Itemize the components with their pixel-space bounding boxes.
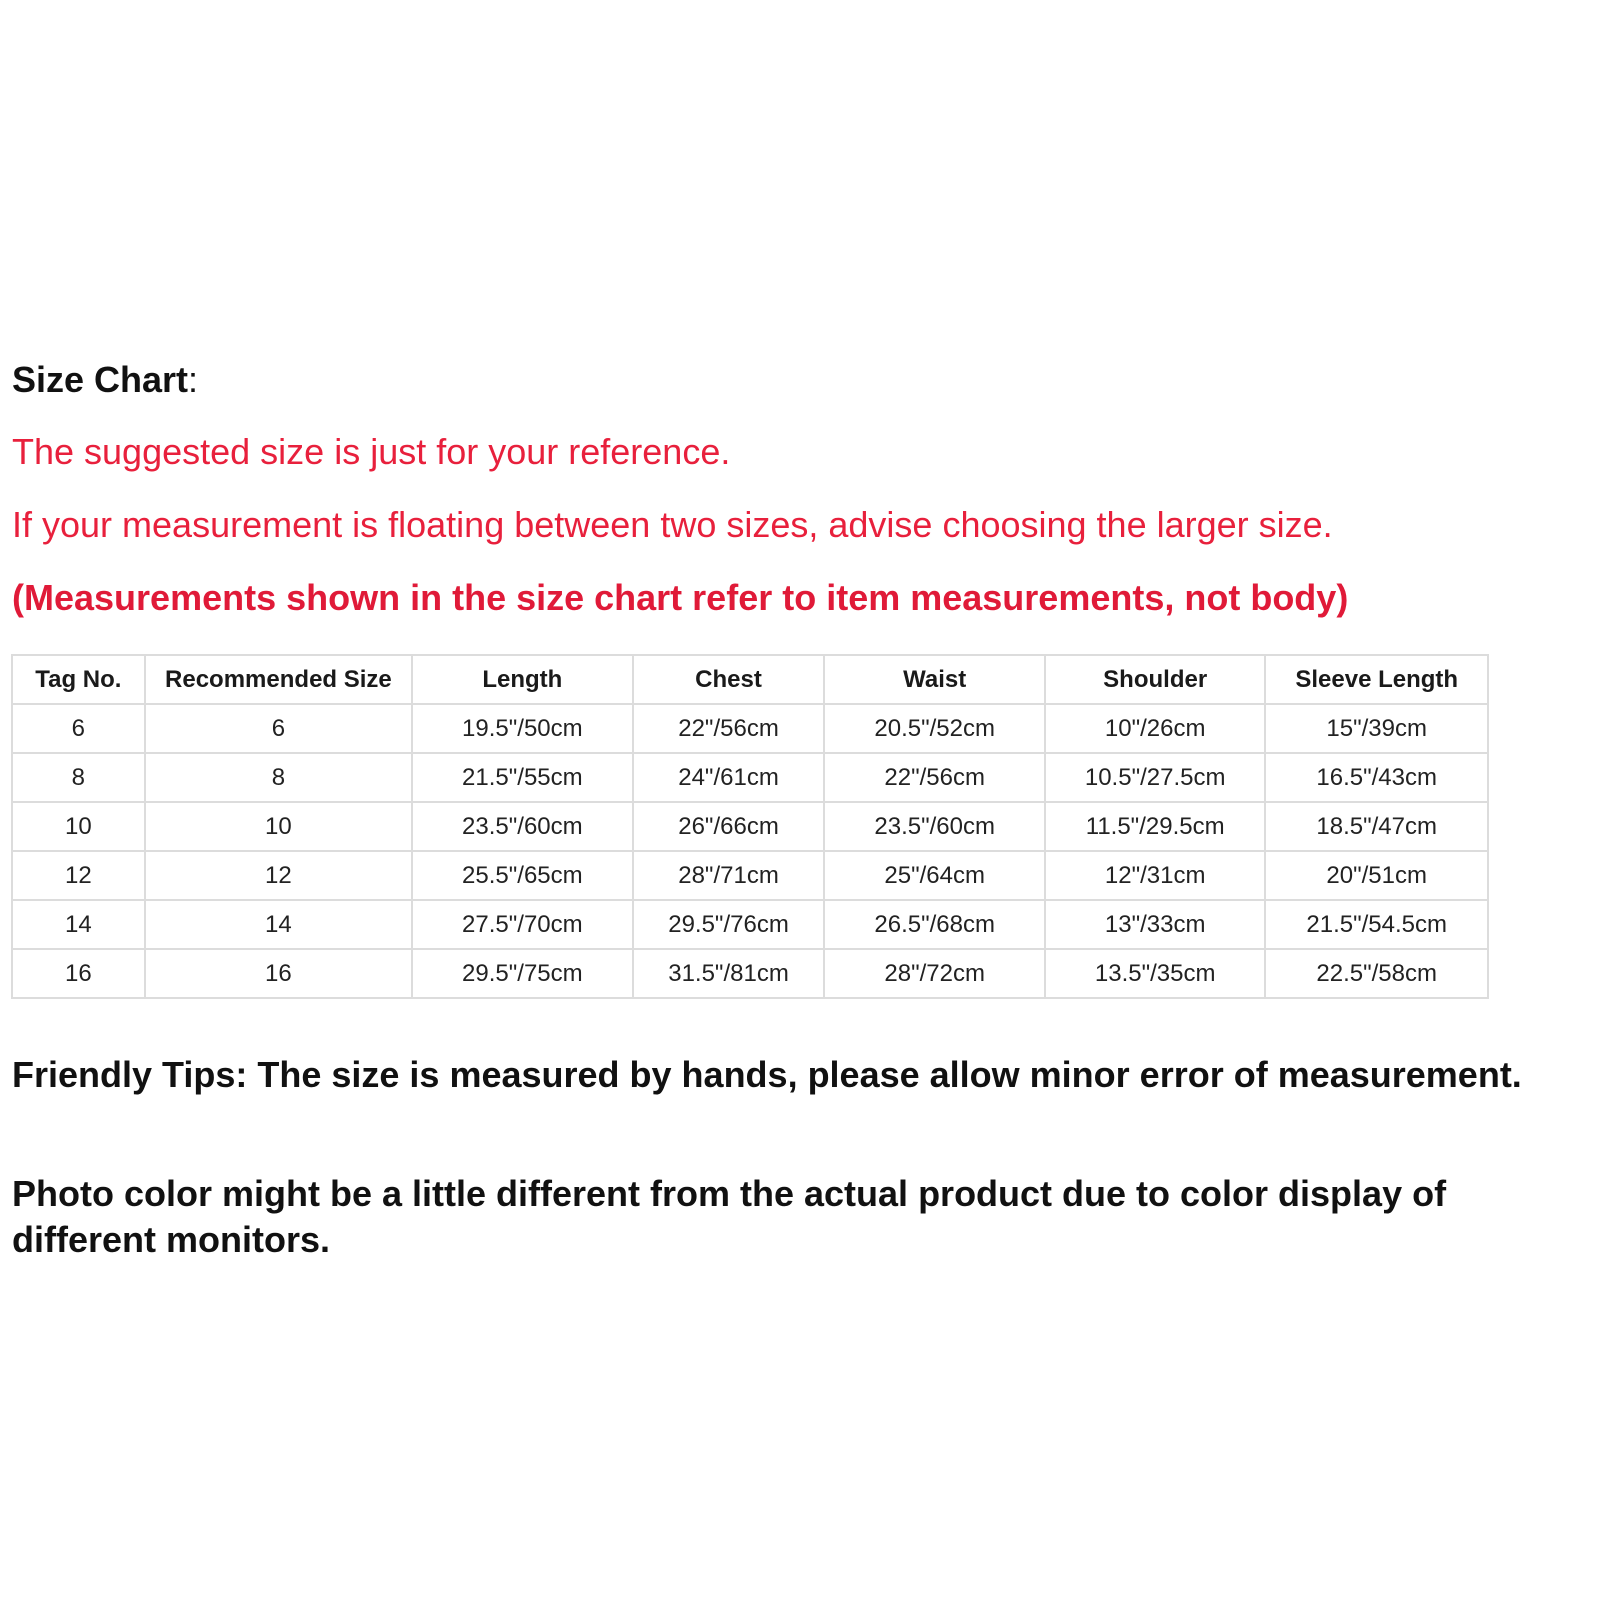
table-header-row [12,655,1488,704]
cell-length: 29.5"/75cm [412,949,632,998]
cell-waist: 23.5"/60cm [824,802,1044,851]
cell-shoulder: 10"/26cm [1045,704,1265,753]
table-row [12,704,1488,753]
cell-shoulder: 10.5"/27.5cm [1045,753,1265,802]
cell-chest: 22"/56cm [633,704,825,753]
cell-recommended-size: 12 [145,851,412,900]
cell-chest: 24"/61cm [633,753,825,802]
cell-tag-no: 14 [12,900,145,949]
table-row [12,900,1488,949]
cell-shoulder: 11.5"/29.5cm [1045,802,1265,851]
cell-recommended-size: 8 [145,753,412,802]
photo-color-note: Photo color might be a little different from the actual product due to color display of different monitors. [12,1173,1447,1260]
cell-sleeve-length: 18.5"/47cm [1265,802,1488,851]
cell-tag-no: 6 [12,704,145,753]
table-row [12,949,1488,998]
cell-shoulder: 13.5"/35cm [1045,949,1265,998]
cell-sleeve-length: 20"/51cm [1265,851,1488,900]
cell-tag-no: 10 [12,802,145,851]
cell-shoulder: 13"/33cm [1045,900,1265,949]
friendly-tips: Friendly Tips: The size is measured by hands, please allow minor error of measurement. [12,1054,1522,1095]
cell-tag-no: 8 [12,753,145,802]
header-length: Length [412,655,632,704]
cell-length: 27.5"/70cm [412,900,632,949]
cell-recommended-size: 16 [145,949,412,998]
cell-shoulder: 12"/31cm [1045,851,1265,900]
cell-waist: 28"/72cm [824,949,1044,998]
cell-chest: 31.5"/81cm [633,949,825,998]
cell-tag-no: 12 [12,851,145,900]
reference-note: The suggested size is just for your reference. [12,431,731,472]
cell-recommended-size: 14 [145,900,412,949]
table-row [12,851,1488,900]
header-tag-no: Tag No. [12,655,145,704]
header-waist: Waist [824,655,1044,704]
cell-length: 21.5"/55cm [412,753,632,802]
cell-recommended-size: 10 [145,802,412,851]
cell-chest: 26"/66cm [633,802,825,851]
cell-waist: 22"/56cm [824,753,1044,802]
cell-waist: 20.5"/52cm [824,704,1044,753]
size-table [11,654,1489,999]
header-recommended-size: Recommended Size [145,655,412,704]
cell-length: 19.5"/50cm [412,704,632,753]
cell-chest: 28"/71cm [633,851,825,900]
cell-sleeve-length: 22.5"/58cm [1265,949,1488,998]
size-chart-heading [12,360,198,400]
measurement-note: (Measurements shown in the size chart refer to item measurements, not body) [12,577,1349,618]
table-row [12,753,1488,802]
advice-note: If your measurement is floating between two sizes, advise choosing the larger size. [12,504,1333,545]
cell-waist: 26.5"/68cm [824,900,1044,949]
cell-tag-no: 16 [12,949,145,998]
header-chest: Chest [633,655,825,704]
cell-sleeve-length: 16.5"/43cm [1265,753,1488,802]
header-sleeve-length: Sleeve Length [1265,655,1488,704]
header-shoulder: Shoulder [1045,655,1265,704]
cell-length: 25.5"/65cm [412,851,632,900]
size-chart-colon: : [188,359,199,400]
cell-sleeve-length: 21.5"/54.5cm [1265,900,1488,949]
cell-recommended-size: 6 [145,704,412,753]
cell-length: 23.5"/60cm [412,802,632,851]
cell-sleeve-length: 15"/39cm [1265,704,1488,753]
size-chart-title: Size Chart [12,359,189,400]
table-row [12,802,1488,851]
cell-chest: 29.5"/76cm [633,900,825,949]
cell-waist: 25"/64cm [824,851,1044,900]
